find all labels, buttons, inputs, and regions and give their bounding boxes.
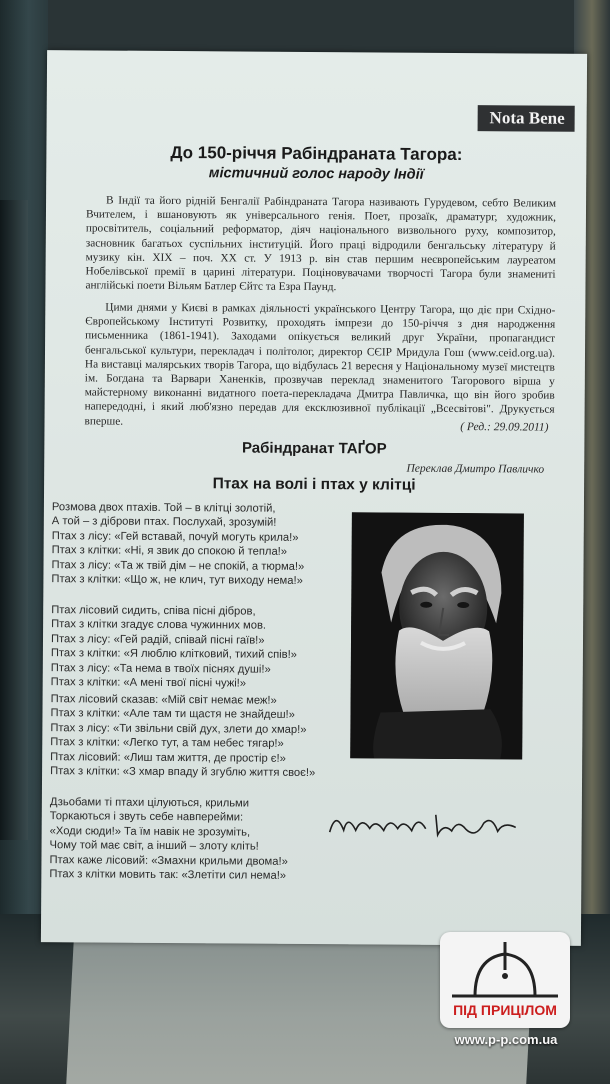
poem-author: Рабіндранат ТАҐОР — [241, 439, 387, 458]
tagore-portrait-photo — [350, 512, 524, 759]
poem-line: А той – з діброви птах. Послухай, зрозумій! — [51, 515, 277, 530]
poem-translator: Переклав Дмитро Павличко — [406, 462, 545, 476]
nota-bene-badge: Nota Bene — [477, 105, 574, 132]
editor-note: ( Ред.: 29.09.2011) — [460, 421, 549, 434]
poem-line: Птах з клітки: «Ні, я звик до спокою й тепла!» — [51, 544, 288, 559]
poem-line: Птах лісовий сказав: «Мій світ немає меж!» — [50, 693, 277, 707]
poem-line: Розмова двох птахів. Той – в клітці золотій, — [51, 501, 276, 515]
intro-paragraph-1: В Індії та його рідній Бенгалії Рабіндраната Тагора називають Гурудевом, себто Великим Вчителем, і вшановують як універсального генія. Поет, прозаїк, драматург, художник, просвітитель, соціальний реформатор, діяч національного визвольного руху, композитор, засновник багатьох суспільних інституцій. Його праці відродили бенгальську літературу й музику кін. XIX – поч. XX ст. У 1913 р. він став першим неєвропейським лауреатом Нобелівської премії в царині літератури. Поціновувачами творчості Тагора були знамениті англійські поети Вільям Батлер Єйтс та Езра Паунд. — [85, 194, 557, 294]
poem-line: Птах з лісу: «Ти звільни свій дух, злети до хмар!» — [50, 721, 307, 736]
poem-line: Дзьобами ті птахи цілуються, крильми — [49, 796, 250, 810]
poem-line: Птах з клітки: «З хмар впаду й згублю життя своє!» — [50, 765, 316, 780]
author-signature — [326, 804, 526, 850]
poem-line: Птах з клітки згадує слова чужинних мов. — [51, 618, 267, 633]
poem-line: Птах з клітки: «Але там ти щастя не знайдеш!» — [50, 707, 295, 722]
poem-stanza-4 — [49, 795, 370, 884]
article-title: До 150-річчя Рабіндраната Тагора: — [170, 142, 463, 165]
pid-prytsilom-logo — [440, 932, 570, 1028]
poem-stanza-1 — [51, 500, 372, 589]
intro-paragraph-2: Цими днями у Києві в рамках діяльності українського Центру Тагора, що діє при Східно-Європейському Інституті Розвитку, проходять імпрези до 150-річчя з дня народження письменника (1861-1941). Заходами опікується великий друг України, пропагандист бенгальської культури, перекладач і політолог, директор СЄІР Мридула Гош (www.ceid.org.ua). На виставці малярських творів Тагора, що відбулась 21 вересня у Національному музеї мистецтв ім. Богдана та Варвари Ханенків, прозвучав переклад знаменитого Тагорового вірша у майстерному виконанні видатного поета-перекладача Дмитра Павличка, що він його зробив напередодні, і який люб'язно передав для ексклюзивної публікації „Всесвітові". Друкується вперше. — [84, 301, 556, 428]
poem-line: Птах з клітки мовить так: «Злетіти сил нема!» — [49, 868, 287, 882]
poem-line: Птах каже лісовий: «Змахни крильми двома!» — [49, 853, 288, 868]
poem-line: Птах лісовий сидить, співа пісні дібров, — [51, 604, 256, 618]
poem-line: Птах з лісу: «Та нема в твоїх піснях душі!» — [50, 661, 271, 676]
background-left-strip — [0, 200, 28, 840]
poem-line: Птах з лісу: «Гей вставай, почуй могуть крила!» — [51, 529, 299, 544]
poem-line: Чому той має світ, а інший – злоту кліть! — [49, 839, 259, 853]
poem-line: «Ходи сюди!» Та їм навік не зрозуміть, — [49, 824, 251, 839]
poem-line: Птах з клітки: «Я люблю клітковий, тихий спів!» — [50, 647, 297, 662]
poem-line: Птах з клітки: «А мені твої пісні чужі!» — [50, 676, 247, 690]
poem-stanza-3 — [50, 692, 371, 781]
logo-text: ПІД ПРИЦІЛОМ — [453, 1002, 557, 1018]
poem-line: Птах з лісу: «Та ж твій дім – не спокій, а тюрма!» — [51, 558, 305, 573]
poem-line: Птах з клітки: «Що ж, не клич, тут виходу нема!» — [51, 573, 303, 587]
magazine-page — [41, 50, 587, 946]
poem-line: Птах з лісу: «Гей радій, співай пісні гаїв!» — [50, 632, 265, 647]
poem-line: Птах з клітки: «Легко тут, а там небес тягар!» — [50, 736, 284, 751]
poem-stanza-2 — [51, 603, 372, 692]
poem-title: Птах на волі і птах у клітці — [212, 475, 416, 494]
article-subtitle: містичний голос народу Індії — [208, 165, 424, 183]
website-watermark: www.p-p.com.ua — [454, 1032, 558, 1047]
poem-line: Торкаються і звуть себе навперейми: — [49, 810, 244, 824]
poem-line: Птах лісовий: «Лиш там життя, де простір є!» — [50, 750, 286, 765]
